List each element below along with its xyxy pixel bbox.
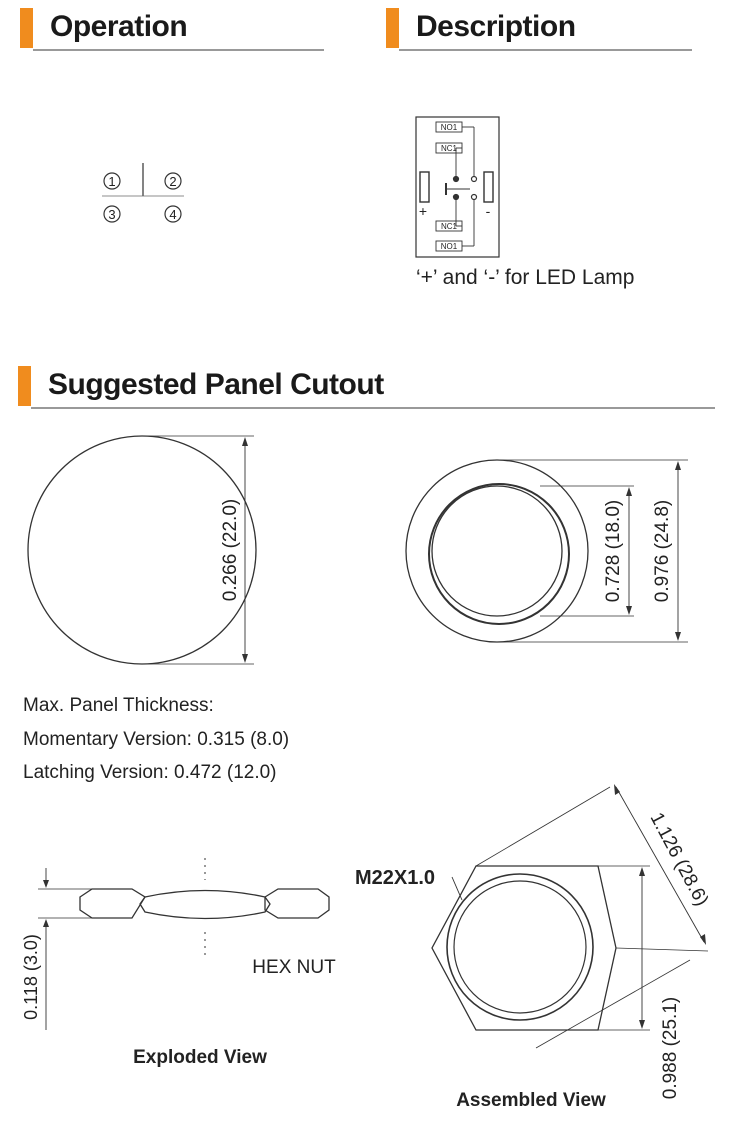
contact-point — [472, 177, 477, 182]
exploded-caption: Exploded View — [133, 1047, 267, 1068]
description-title: Description — [416, 10, 576, 43]
assembled-height-dimension: 0.988 (25.1) — [660, 996, 681, 1100]
terminal-3-label: 3 — [108, 207, 116, 222]
cutout-inner-dimension: 0.728 (18.0) — [603, 499, 624, 603]
inner-ring — [454, 881, 586, 1013]
led-plus-terminal — [420, 172, 429, 202]
assembled-diagonal-dimension: 1.126 (28.6) — [645, 809, 713, 910]
assembled-caption: Assembled View — [456, 1090, 606, 1111]
inner-ring — [429, 484, 569, 624]
contact-point — [472, 195, 477, 200]
contact-point — [454, 195, 459, 200]
led-minus-terminal — [484, 172, 493, 202]
terminal-label: NO1 — [440, 242, 458, 251]
leader-line — [452, 877, 462, 900]
hex-nut-label: HEX NUT — [252, 957, 336, 978]
thread-label: M22X1.0 — [354, 867, 436, 889]
nut-segment — [140, 891, 270, 919]
nut-segment — [265, 889, 329, 918]
terminal-2-label: 2 — [169, 174, 177, 189]
terminal-label: NO1 — [440, 123, 458, 132]
cutout-right-diagram — [406, 460, 688, 642]
exploded-diagram — [38, 858, 329, 1030]
hex-outline — [432, 866, 616, 1030]
cutout-title: Suggested Panel Cutout — [48, 368, 384, 401]
terminal-1-label: 1 — [108, 174, 116, 189]
nut-segment — [80, 889, 145, 918]
outer-ring — [406, 460, 588, 642]
description-diagram — [416, 117, 499, 257]
terminal-label: NC1 — [440, 222, 458, 231]
contact-point — [454, 177, 459, 182]
outer-ring — [447, 874, 593, 1020]
thickness-momentary: Momentary Version: 0.315 (8.0) — [23, 729, 290, 750]
cutout-left-dimension: 0.266 (22.0) — [220, 498, 241, 602]
led-caption: ‘+’ and ‘-’ for LED Lamp — [416, 266, 635, 289]
terminal-label: NC1 — [440, 144, 458, 153]
thickness-latching: Latching Version: 0.472 (12.0) — [23, 762, 277, 783]
terminal-4-label: 4 — [169, 207, 177, 222]
plus-sign: + — [418, 203, 428, 219]
minus-sign: - — [485, 203, 491, 219]
cutout-outer-dimension: 0.976 (24.8) — [652, 499, 673, 603]
exploded-dimension: 0.118 (3.0) — [21, 934, 41, 1020]
bore-circle — [432, 486, 562, 616]
thickness-heading: Max. Panel Thickness: — [23, 695, 214, 716]
operation-title: Operation — [50, 10, 188, 43]
